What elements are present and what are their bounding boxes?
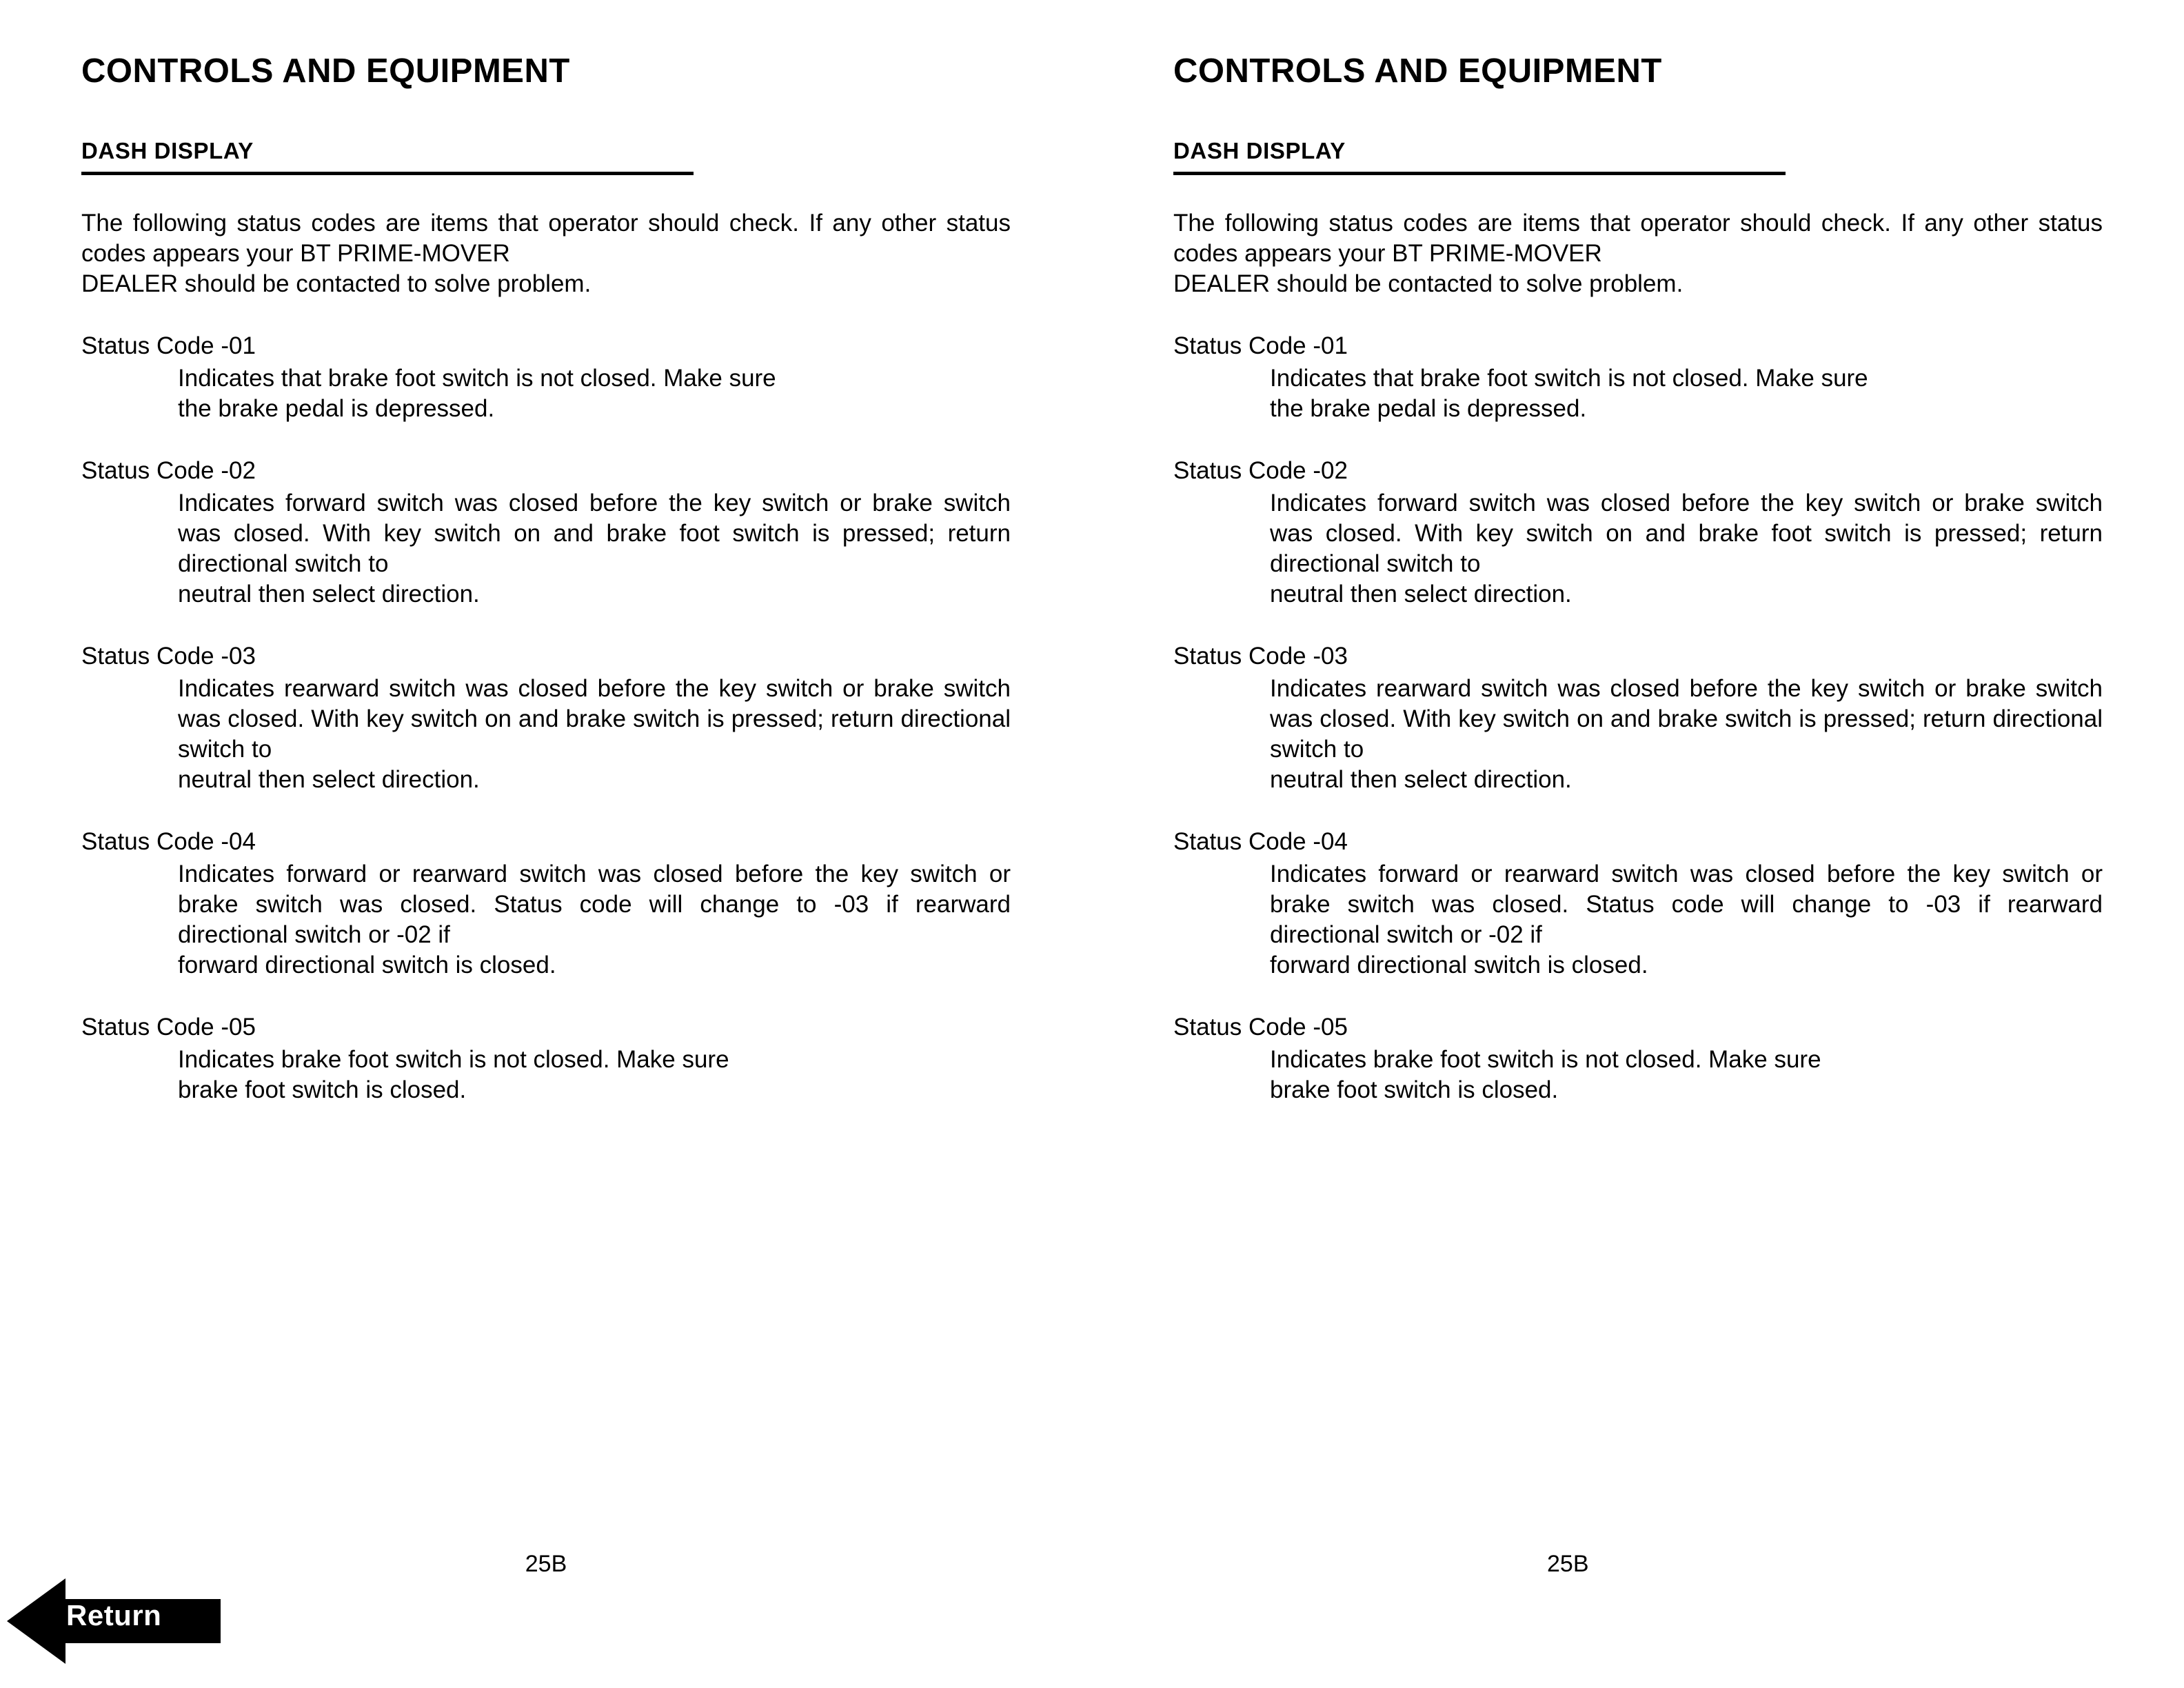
status-code-description-last-line: neutral then select direction.	[1270, 765, 1572, 793]
page-title: CONTROLS AND EQUIPMENT	[81, 52, 570, 90]
page-number: 25B	[525, 1551, 567, 1577]
status-code-description-last-line: neutral then select direction.	[178, 580, 480, 607]
status-code-entry	[1173, 1012, 2104, 1105]
status-code-description	[1270, 674, 2103, 795]
status-code-description-text: Indicates that brake foot switch is not closed. Make sure	[1270, 364, 1868, 392]
intro-paragraph	[81, 208, 1011, 299]
status-code-label: Status Code -02	[1173, 456, 1348, 484]
status-code-entry	[81, 641, 1012, 795]
status-code-description-last-line: neutral then select direction.	[178, 765, 480, 793]
status-code-description-last-line: brake foot switch is closed.	[178, 1076, 467, 1103]
section-divider	[1173, 172, 1786, 175]
status-code-description-text: Indicates rearward switch was closed before the key switch or brake switch was closed. With key switch on and brake switch is pressed; return directional switch to	[1270, 674, 2103, 763]
status-code-description-last-line: the brake pedal is depressed.	[1270, 394, 1587, 422]
status-code-label: Status Code -04	[81, 827, 256, 855]
status-code-description	[178, 488, 1011, 610]
status-code-entry	[1173, 827, 2104, 981]
status-code-entry	[81, 456, 1012, 610]
status-code-entry	[81, 1012, 1012, 1105]
status-code-label: Status Code -03	[1173, 642, 1348, 670]
section-title: DASH DISPLAY	[1173, 138, 1346, 164]
status-code-description-text: Indicates forward switch was closed before the key switch or brake switch was closed. With key switch on and brake foot switch is pressed; return directional switch to	[1270, 489, 2103, 577]
status-code-description-text: Indicates brake foot switch is not closed. Make sure	[1270, 1045, 1821, 1073]
status-code-label: Status Code -03	[81, 642, 256, 670]
status-code-entry	[1173, 641, 2104, 795]
status-code-description-text: Indicates brake foot switch is not closed. Make sure	[178, 1045, 729, 1073]
section-divider	[81, 172, 694, 175]
status-code-description-text: Indicates forward or rearward switch was closed before the key switch or brake switch was closed. Status code will change to -03 if rearward directional switch or -02 if	[1270, 860, 2103, 948]
intro-paragraph-text: The following status codes are items that operator should check. If any other status codes appears your BT PRIME-MOVER	[81, 209, 1011, 267]
status-code-description-last-line: brake foot switch is closed.	[1270, 1076, 1559, 1103]
status-code-description	[1270, 859, 2103, 981]
status-code-description-text: Indicates forward or rearward switch was closed before the key switch or brake switch was closed. Status code will change to -03 if rearward directional switch or -02 if	[178, 860, 1011, 948]
status-code-description	[178, 674, 1011, 795]
status-code-description-text: Indicates rearward switch was closed before the key switch or brake switch was closed. With key switch on and brake switch is pressed; return directional switch to	[178, 674, 1011, 763]
status-code-label: Status Code -02	[81, 456, 256, 484]
status-code-label: Status Code -01	[81, 332, 256, 359]
status-code-description	[1270, 488, 2103, 610]
status-code-description-text: Indicates forward switch was closed before the key switch or brake switch was closed. With key switch on and brake foot switch is pressed; return directional switch to	[178, 489, 1011, 577]
intro-paragraph-text: The following status codes are items that operator should check. If any other status codes appears your BT PRIME-MOVER	[1173, 209, 2103, 267]
status-code-label: Status Code -01	[1173, 332, 1348, 359]
status-code-description	[178, 859, 1011, 981]
status-code-description	[178, 1045, 1011, 1105]
status-code-description	[1270, 1045, 2103, 1105]
status-code-label: Status Code -05	[81, 1013, 256, 1041]
status-code-description-last-line: the brake pedal is depressed.	[178, 394, 495, 422]
intro-paragraph-last-line: DEALER should be contacted to solve problem.	[1173, 270, 1684, 297]
status-code-label: Status Code -04	[1173, 827, 1348, 855]
intro-paragraph-last-line: DEALER should be contacted to solve problem.	[81, 270, 592, 297]
status-code-description-last-line: forward directional switch is closed.	[178, 951, 556, 978]
status-code-entry	[1173, 456, 2104, 610]
status-code-entry	[81, 331, 1012, 424]
status-code-description	[1270, 363, 2103, 424]
status-code-entry	[1173, 331, 2104, 424]
page-column-right	[1092, 0, 2184, 1688]
left-arrow-icon	[7, 1573, 221, 1669]
section-header	[1173, 139, 2104, 174]
page-title: CONTROLS AND EQUIPMENT	[1173, 52, 1662, 90]
status-code-description-last-line: neutral then select direction.	[1270, 580, 1572, 607]
status-code-description-text: Indicates that brake foot switch is not closed. Make sure	[178, 364, 776, 392]
page-number: 25B	[1547, 1551, 1589, 1577]
status-code-description	[178, 363, 1011, 424]
section-title: DASH DISPLAY	[81, 138, 254, 164]
section-header	[81, 139, 1012, 174]
return-button[interactable]	[7, 1573, 221, 1669]
status-code-entry	[81, 827, 1012, 981]
intro-paragraph	[1173, 208, 2103, 299]
return-button-label: Return	[66, 1599, 162, 1631]
status-code-description-last-line: forward directional switch is closed.	[1270, 951, 1648, 978]
status-code-label: Status Code -05	[1173, 1013, 1348, 1041]
